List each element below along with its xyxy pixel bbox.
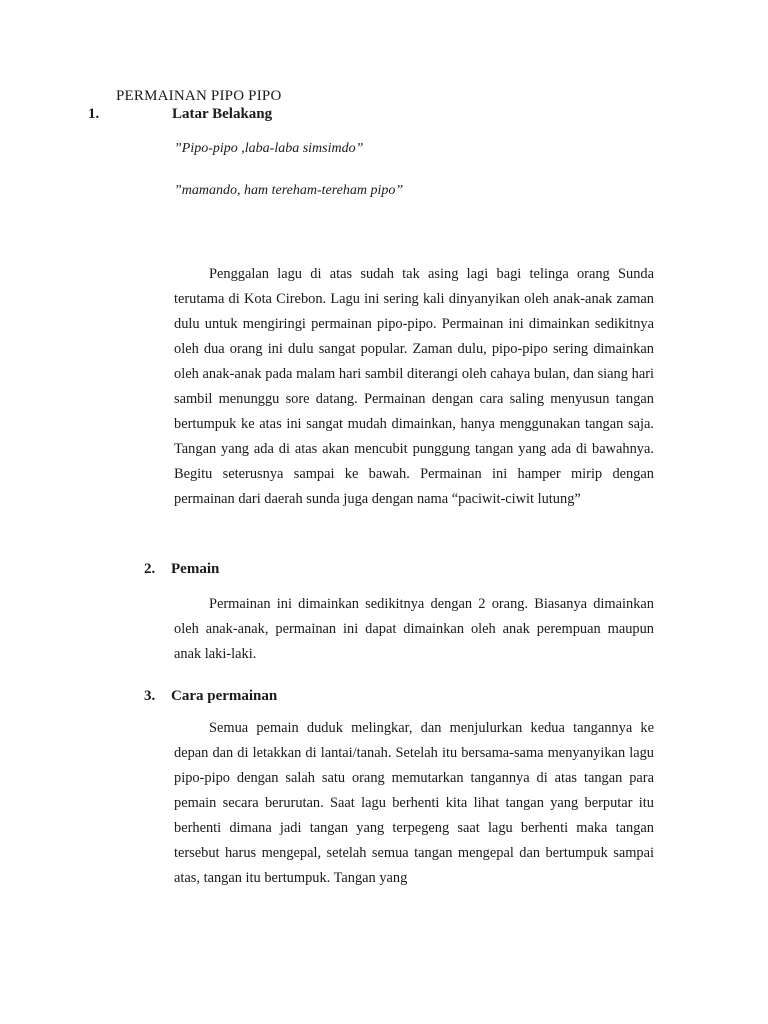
section-1-number: 1. xyxy=(88,106,100,122)
section-3-number: 3. xyxy=(144,688,156,704)
section-2-paragraph: Permainan ini dimainkan sedikitnya dengan 2 orang. Biasanya dimainkan oleh anak-anak, permainan ini dapat dimainkan oleh anak perempuan maupun anak laki-laki. xyxy=(174,596,654,662)
section-3-paragraph: Semua pemain duduk melingkar, dan menjulurkan kedua tangannya ke depan dan di letakkan di lantai/tanah. Setelah itu bersama-sama menyanyikan lagu pipo-pipo dengan salah satu orang memutarkan tangannya di atas tangan para pemain secara berurutan. Saat lagu berhenti kita lihat tangan yang berputar itu berhenti dimana jadi tangan yang terpegeng saat lagu berhenti maka tangan tersebut harus mengepal, setelah semua tangan mengepal dan bertumpuk sampai atas, tangan itu bertumpuk. Tangan yang xyxy=(174,720,654,886)
section-3-heading: Cara permainan xyxy=(171,688,278,704)
section-1-heading: Latar Belakang xyxy=(172,106,273,122)
section-2-heading: Pemain xyxy=(171,561,220,577)
section-1-paragraph: Penggalan lagu di atas sudah tak asing lagi bagi telinga orang Sunda terutama di Kota Cirebon. Lagu ini sering kali dinyanyikan oleh anak-anak zaman dulu untuk mengiringi permainan pipo-pipo. Permainan ini dimainkan sedikitnya oleh dua orang ini dulu sangat popular. Zaman dulu, pipo-pipo sering dimainkan oleh anak-anak pada malam hari sambil diterangi oleh cahaya bulan, dan siang hari sambil menunggu sore datang. Permainan dengan cara saling menyusun tangan bertumpuk ke atas ini sangat mudah dimainkan, hanya menggunakan tangan saja. Tangan yang ada di atas akan mencubit punggung tangan yang ada di bawahnya. Begitu seterusnya sampai ke bawah. Permainan ini hamper mirip dengan permainan dari daerah sunda juga dengan nama “paciwit-ciwit lutung” xyxy=(174,266,654,507)
verse-line-2: ”mamando, ham tereham-tereham pipo” xyxy=(174,183,404,198)
document-title: PERMAINAN PIPO PIPO xyxy=(116,88,282,104)
section-2-number: 2. xyxy=(144,561,156,577)
verse-line-1: ”Pipo-pipo ,laba-laba simsimdo” xyxy=(174,141,364,156)
